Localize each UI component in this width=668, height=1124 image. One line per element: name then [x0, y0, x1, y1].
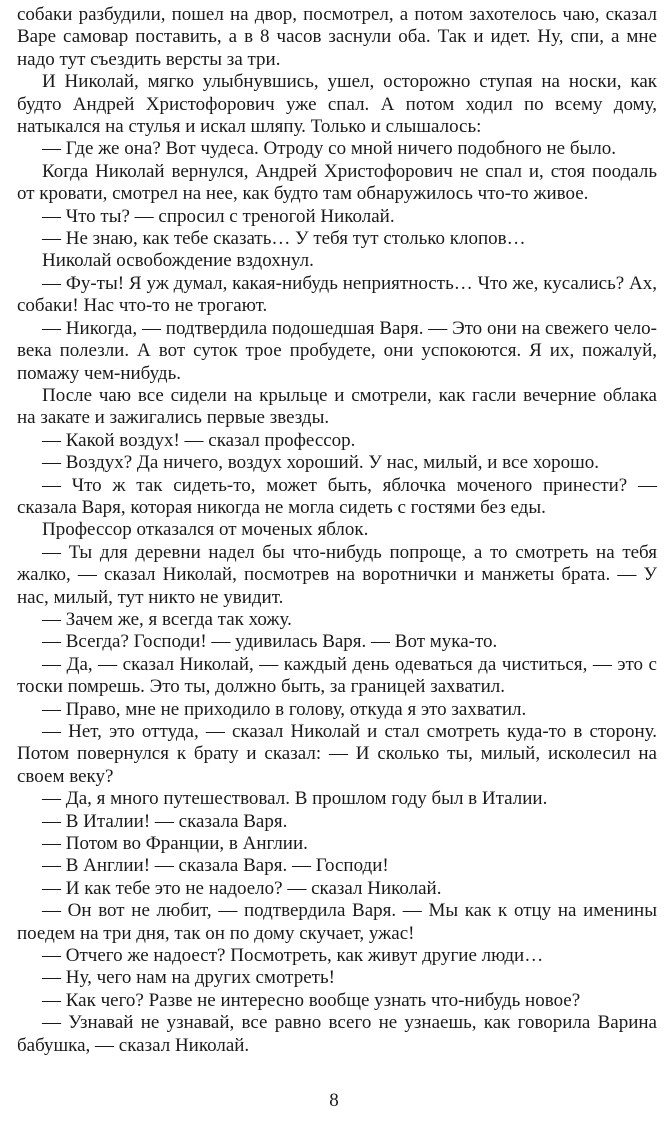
- paragraph: — И как тебе это не надоело? — сказал Николай.: [42, 877, 442, 899]
- paragraph: — Да, я много путешествовал. В прошлом году был в Италии.: [42, 788, 548, 810]
- paragraph: — Что ж так сидеть-то, может быть, яблочка моченого принести? — сказала Варя, которая никогда не могла сидеть с гостями без еды.: [17, 474, 657, 518]
- paragraph: — Отчего же надоест? Посмотреть, как живут другие люди…: [42, 945, 544, 967]
- paragraph: — Да, — сказал Николай, — каждый день одеваться да чиститься, — это с тоски помрешь. Это ты, должно быть, за границей захватил.: [17, 653, 657, 698]
- paragraph: После чаю все сидели на крыльце и смотрели, как гасли вечерние облака на закате и зажигались первые звезды.: [17, 384, 657, 429]
- paragraph: — Как чего? Разве не интересно вообще узнать что-нибудь новое?: [42, 989, 581, 1011]
- paragraph: Профессор отказался от моченых яблок.: [42, 519, 369, 541]
- paragraph: — Он вот не любит, — подтвердила Варя. — Мы как к отцу на именины поедем на три дня, так он по дому скучает, ужас!: [17, 900, 657, 944]
- paragraph: Николай освобождение вздохнул.: [42, 250, 314, 272]
- paragraph: — В Италии! — сказала Варя.: [42, 810, 288, 832]
- paragraph: — Ну, чего нам на других смотреть!: [42, 967, 335, 989]
- paragraph: — В Англии! — сказала Варя. — Господи!: [42, 855, 389, 877]
- paragraph: — Где же она? Вот чудеса. Отроду со мной ничего подобного не было.: [42, 138, 617, 160]
- paragraph: — Что ты? — спросил с треногой Николай.: [42, 205, 395, 227]
- page-number: 8: [329, 1090, 339, 1111]
- paragraph: Когда Николай вернулся, Андрей Христофорович не спал и, стоя поодаль от кровати, смотрел на нее, как будто там обнаружилось что-то живое.: [17, 160, 657, 205]
- paragraph: — Воздух? Да ничего, воздух хороший. У нас, милый, и все хорошо.: [42, 452, 600, 474]
- paragraph: — Право, мне не приходило в голову, откуда я это захватил.: [42, 698, 527, 720]
- paragraph: — Никогда, — подтвердила подошедшая Варя. — Это они на свежего человека полезли. А вот суток трое пробудете, они успокоются. Я их, пожалуй, помажу чем-нибудь.: [17, 317, 657, 384]
- paragraph: — Не знаю, как тебе сказать… У тебя тут столько клопов…: [42, 228, 526, 250]
- paragraph: — Зачем же, я всегда так хожу.: [42, 608, 292, 630]
- paragraph: — Фу-ты! Я уж думал, какая-нибудь неприятность… Что же, кусались? Ах, собаки! Нас что-то не трогают.: [17, 272, 657, 317]
- paragraph: И Николай, мягко улыбнувшись, ушел, осторожно ступая на носки, как будто Андрей Христофорович уже спал. А потом ходил по всему дому, натыкался на стулья и искал шляпу. Только и слышалось:: [17, 71, 657, 138]
- paragraph: — Всегда? Господи! — удивилась Варя. — Вот мука-то.: [42, 631, 498, 653]
- paragraph: — Ты для деревни надел бы что-нибудь попроще, а то смотреть на тебя жалко, — сказал Николай, посмотрев на воротнички и манжеты брата. — У нас, милый, тут никто не увидит.: [17, 541, 657, 608]
- paragraph: — Потом во Франции, в Англии.: [42, 833, 308, 855]
- paragraph: — Нет, это оттуда, — сказал Николай и стал смотреть куда-то в сторону. Потом повернулся к брату и сказал: — И сколько ты, милый, исколесил на своем веку?: [17, 721, 657, 787]
- book-page-text: [17, 4, 657, 1057]
- paragraph: — Какой воздух! — сказал профессор.: [42, 429, 356, 451]
- paragraph: — Узнавай не узнавай, все равно всего не узнаешь, как говорила Варина бабушка, — сказал Николай.: [17, 1012, 657, 1056]
- paragraph: собаки разбудили, пошел на двор, посмотрел, а потом захотелось чаю, сказал Варе самовар поставить, а в 8 часов заснули оба. Так и идет. Ну, спи, а мне надо тут съездить версты за три.: [17, 4, 657, 70]
